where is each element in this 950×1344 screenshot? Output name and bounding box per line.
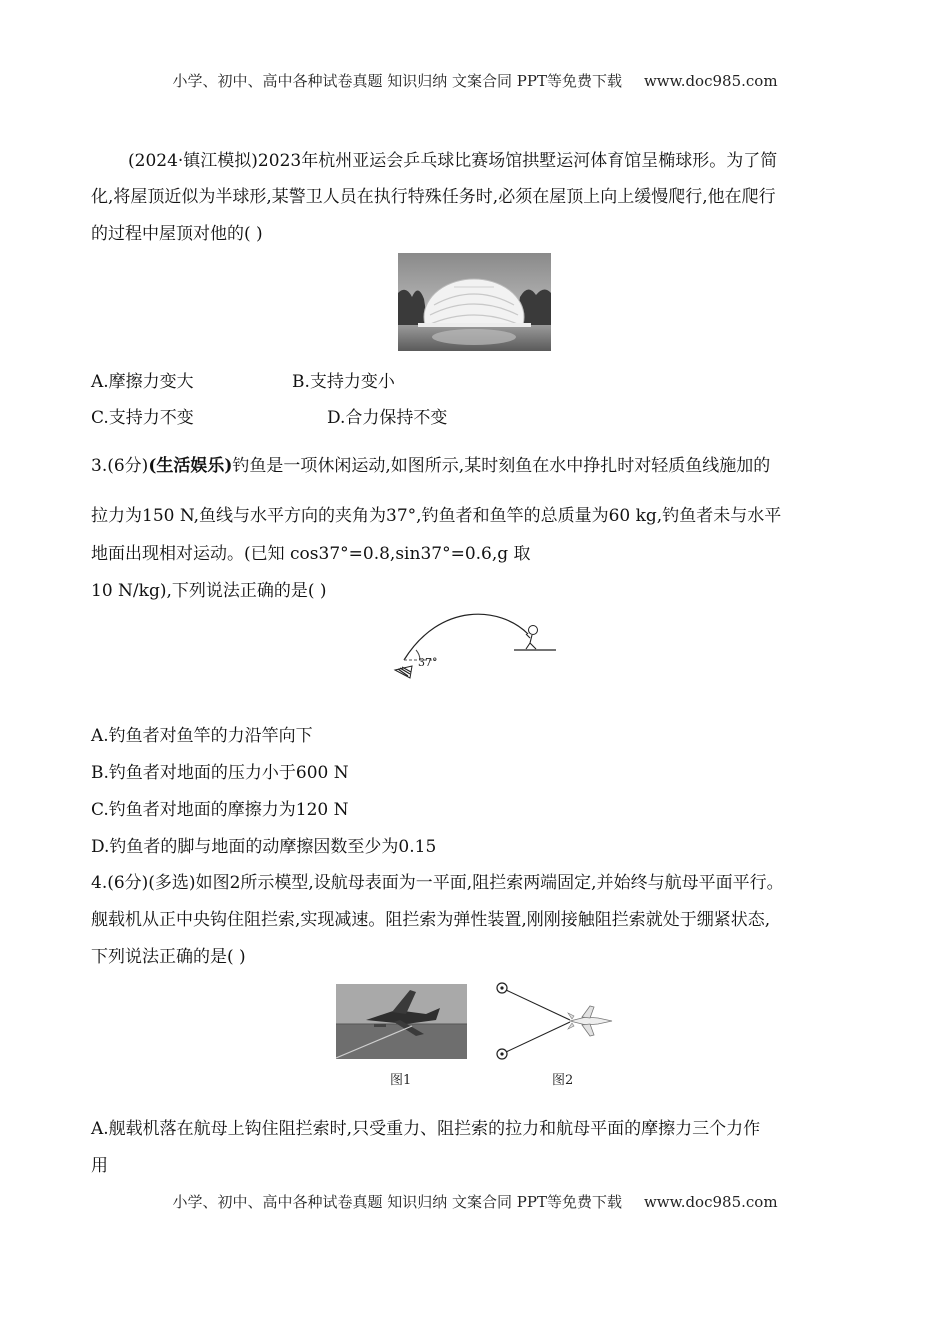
q2-line-3: 的过程中屋顶对他的( ) [91,224,263,244]
fish-icon [395,666,412,678]
q4-line-1: 4.(6分)(多选)如图2所示模型,设航母表面为一平面,阻拦索两端固定,并始终与航母平面平行。 [91,873,784,893]
page-footer [0,1191,950,1212]
fisherman-icon [526,626,538,650]
q3-prefix: 3.(6分) [91,456,149,476]
angle-label: 37° [418,656,438,669]
footer-site-link[interactable]: www.doc985.com [643,1193,778,1211]
q3-option-a[interactable]: A.钓鱼者对鱼竿的力沿竿向下 [91,726,313,746]
footer-text: 小学、初中、高中各种试卷真题 知识归纳 文案合同 PPT等免费下载 [172,1193,622,1211]
anchor-point-top-icon [497,983,507,993]
q3-line-4: 10 N/kg),下列说法正确的是( ) [91,581,327,601]
q3-option-b[interactable]: B.钓鱼者对地面的压力小于600 N [91,763,349,783]
stadium-photo [398,253,551,351]
q3-line-3: 地面出现相对运动。(已知 cos37°=0.8,sin37°=0.6,g 取 [91,544,531,564]
q2-option-c[interactable]: C.支持力不变 [91,408,194,428]
carrier-jet-photo [336,984,467,1059]
q2-line-2: 化,将屋顶近似为半球形,某警卫人员在执行特殊任务时,必须在屋顶上向上缓慢爬行,他在爬行 [91,187,776,207]
header-text: 小学、初中、高中各种试卷真题 知识归纳 文案合同 PPT等免费下载 [172,72,622,90]
q3-line-1 [91,451,770,476]
q2-option-b[interactable]: B.支持力变小 [292,372,395,392]
q2-option-a[interactable]: A.摩擦力变大 [91,372,194,392]
anchor-point-bottom-icon [497,1049,507,1059]
q3-tag: (生活娱乐) [148,456,233,476]
header-site-link[interactable]: www.doc985.com [643,72,778,90]
page-header [0,70,950,91]
q2-line-1: (2024·镇江模拟)2023年杭州亚运会乒乓球比赛场馆拱墅运河体育馆呈椭球形。为了简 [128,151,778,171]
fig1-caption: 图1 [390,1073,412,1088]
q4-option-a-line-2[interactable]: 用 [91,1156,108,1176]
jet-icon [568,1006,612,1036]
q2-option-d[interactable]: D.合力保持不变 [327,408,448,428]
arresting-cable-diagram [490,980,620,1062]
fishing-diagram [390,612,560,687]
q4-line-2: 舰载机从正中央钩住阻拦索,实现减速。阻拦索为弹性装置,刚刚接触阻拦索就处于绷紧状态, [91,910,771,930]
q3-line-1-text: 钓鱼是一项休闲运动,如图所示,某时刻鱼在水中挣扎时对轻质鱼线施加的 [232,456,771,476]
q3-option-d[interactable]: D.钓鱼者的脚与地面的动摩擦因数至少为0.15 [91,837,437,857]
q3-option-c[interactable]: C.钓鱼者对地面的摩擦力为120 N [91,800,349,820]
q4-option-a-line-1[interactable]: A.舰载机落在航母上钩住阻拦索时,只受重力、阻拦索的拉力和航母平面的摩擦力三个力作 [91,1119,761,1139]
q4-line-3: 下列说法正确的是( ) [91,947,246,967]
q3-line-2: 拉力为150 N,鱼线与水平方向的夹角为37°,钓鱼者和鱼竿的总质量为60 kg,钓鱼者未与水平 [91,506,782,526]
fig2-caption: 图2 [552,1073,574,1088]
